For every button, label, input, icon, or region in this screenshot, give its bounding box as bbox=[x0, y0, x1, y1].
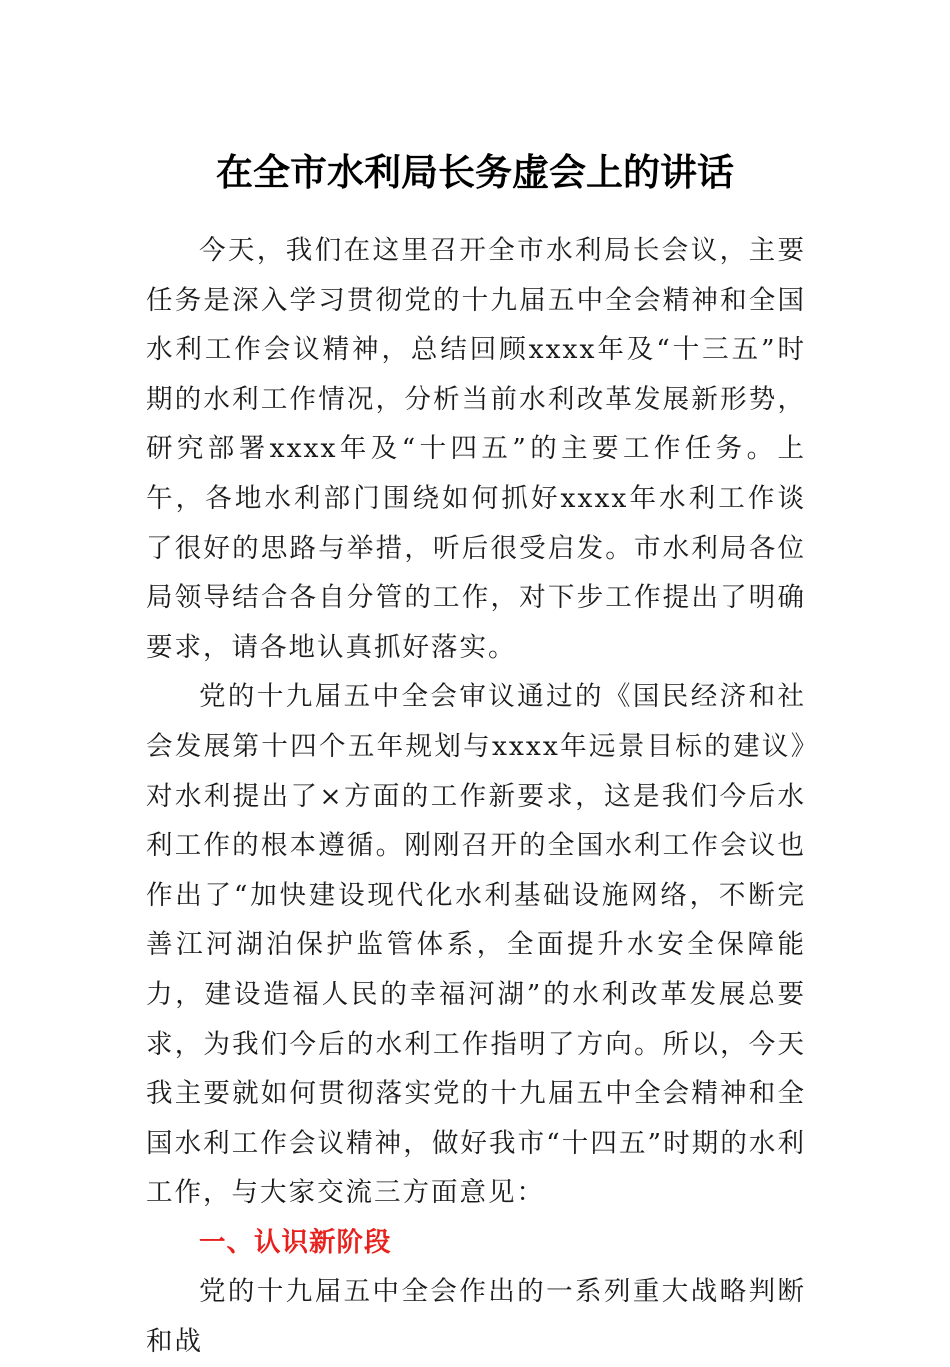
section-heading: 一、认识新阶段 bbox=[199, 1226, 392, 1258]
document-body bbox=[146, 226, 806, 1367]
paragraph-section-start: 党的十九届五中全会作出的一系列重大战略判断和战 bbox=[146, 1276, 806, 1358]
document-title: 在全市水利局长务虚会上的讲话 bbox=[216, 150, 734, 194]
paragraph-guidance: 党的十九届五中全会审议通过的《国民经济和社会发展第十四个五年规划与xxxx年远景目标的建议》对水利提出了×方面的工作新要求，这是我们今后水利工作的根本遵循。刚刚召开的全国水利工作会议也作出了“加快建设现代化水利基础设施网络，不断完善江河湖泊保护监管体系，全面提升水安全保障能力，建设造福人民的幸福河湖”的水利改革发展总要求，为我们今后的水利工作指明了方向。所以，今天我主要就如何贯彻落实党的十九届五中全会精神和全国水利工作会议精神，做好我市“十四五”时期的水利工作，与大家交流三方面意见： bbox=[146, 681, 806, 1209]
paragraph-intro: 今天，我们在这里召开全市水利局长会议，主要任务是深入学习贯彻党的十九届五中全会精神和全国水利工作会议精神，总结回顾xxxx年及“十三五”时期的水利工作情况，分析当前水利改革发展新形势，研究部署xxxx年及“十四五”的主要工作任务。上午，各地水利部门围绕如何抓好xxxx年水利工作谈了很好的思路与举措，听后很受启发。市水利局各位局领导结合各自分管的工作，对下步工作提出了明确要求，请各地认真抓好落实。 bbox=[146, 235, 806, 663]
